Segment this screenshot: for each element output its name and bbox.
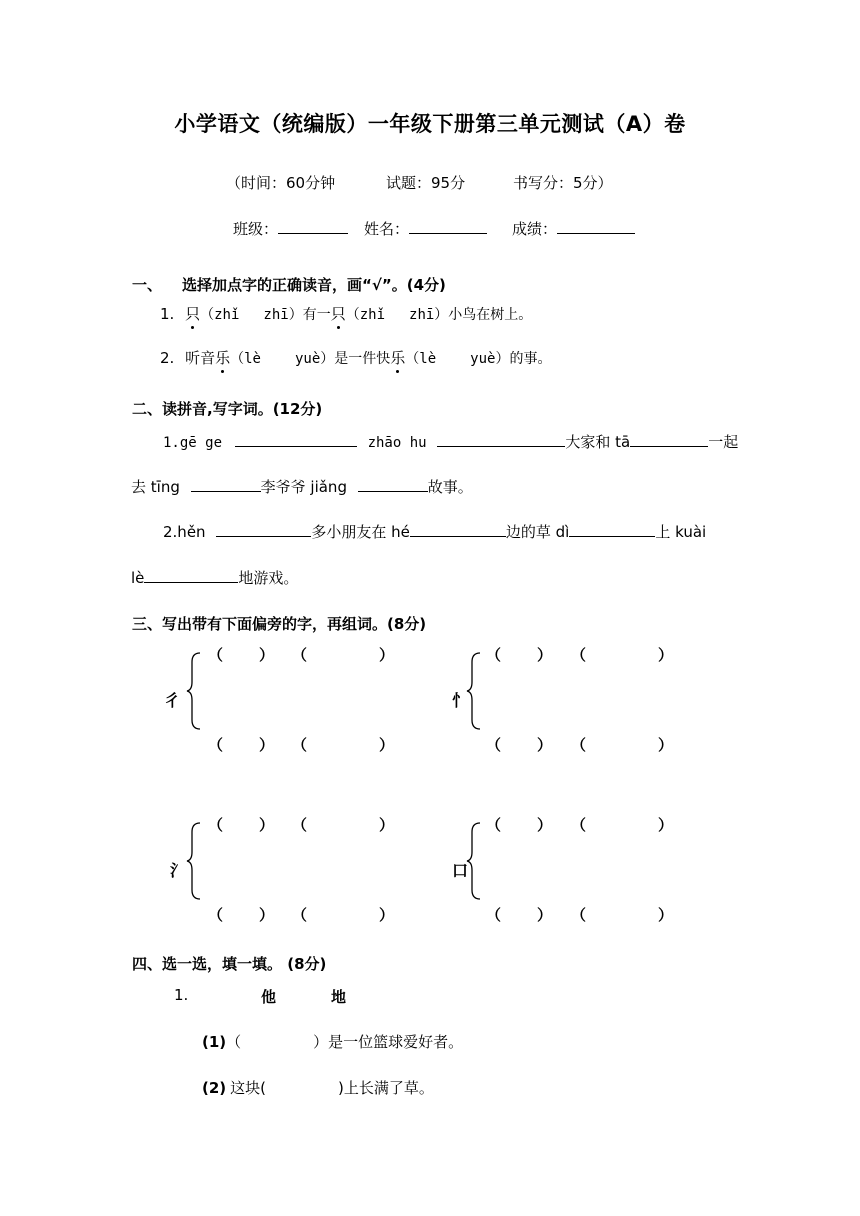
section-3-heading: 三、写出带有下面偏旁的字，再组词。(8分) — [132, 615, 427, 633]
s2-l2-text-c: 故事。 — [427, 478, 473, 496]
s2-l3-text-b: 多小朋友在 hé — [311, 523, 410, 541]
word-box-2a[interactable]: （ ） — [571, 646, 674, 664]
s2-l3-blank-1[interactable] — [216, 522, 311, 537]
s2-l2-text-b: 李爷爷 jiǎng — [260, 478, 347, 496]
section-1-heading: 选择加点字的正确读音，画“√”。(4分) — [182, 276, 446, 294]
s2-line-2 — [131, 476, 473, 497]
class-label: 班级： — [233, 220, 279, 238]
questions-score-info: 试题：95分 — [386, 174, 466, 192]
s2-line-1 — [163, 431, 738, 452]
s1-q1-dotted-char-2: 只 — [330, 305, 346, 323]
radical-4: 口 — [452, 861, 469, 880]
word-box-3b[interactable]: （ ） — [292, 906, 395, 924]
s4-s1-number: (1) — [202, 1033, 227, 1051]
brace-icon — [186, 652, 202, 730]
word-box-1a[interactable]: （ ） — [292, 646, 395, 664]
answer-box-3a[interactable]: （ ） — [208, 816, 275, 834]
s2-l1-pinyin-a: 1.gē ge — [163, 435, 223, 451]
s2-l2-text-a: 去 tīng — [131, 478, 180, 496]
score-field — [512, 218, 635, 239]
name-blank[interactable] — [409, 219, 487, 234]
name-label: 姓名： — [364, 220, 410, 238]
answer-box-4a[interactable]: （ ） — [486, 816, 553, 834]
class-blank[interactable] — [278, 219, 348, 234]
brace-icon — [186, 822, 202, 900]
s2-l2-blank-1[interactable] — [191, 477, 261, 492]
section-1-number: 一、 — [132, 276, 163, 294]
class-field — [233, 218, 348, 239]
s4-s1-rest: ）是一位篮球爱好者。 — [313, 1033, 464, 1051]
s1-q1-option-2b[interactable]: zhī）小鸟在树上。 — [409, 307, 533, 323]
s4-s2-pre: 这块( — [230, 1079, 267, 1097]
s4-s2-rest: )上长满了草。 — [338, 1079, 434, 1097]
word-box-1b[interactable]: （ ） — [292, 736, 395, 754]
s2-l3-blank-3[interactable] — [569, 522, 655, 537]
section-4-heading: 四、选一选，填一填。 (8分) — [132, 955, 327, 973]
s1-q1-number: 1. — [160, 305, 175, 323]
s2-l3-text-c: 边的草 dì — [505, 523, 570, 541]
word-box-3a[interactable]: （ ） — [292, 816, 395, 834]
answer-box-1b[interactable]: （ ） — [208, 736, 275, 754]
s1-q1-option-2a[interactable]: （zhǐ — [345, 307, 386, 323]
s2-l1-text-d: 一起 — [708, 433, 739, 451]
s4-q1-sentence-2 — [202, 1077, 434, 1098]
s4-q1-option-2: 地 — [331, 988, 347, 1006]
s2-l1-blank-3[interactable] — [630, 432, 708, 447]
s1-q2-option-2b[interactable]: yuè）的事。 — [470, 351, 552, 367]
s1-q2-prefix: 听音 — [185, 349, 216, 367]
s2-l1-text-c: 大家和 tā — [565, 433, 631, 451]
writing-score-info: 书写分：5分） — [513, 174, 613, 192]
s4-s2-number: (2) — [202, 1079, 227, 1097]
s1-q2 — [160, 347, 551, 368]
word-box-2b[interactable]: （ ） — [571, 736, 674, 754]
s1-q2-option-1a[interactable]: （lè — [230, 351, 261, 367]
s1-q1 — [160, 303, 532, 324]
s1-q1-option-1b[interactable]: zhī）有一 — [263, 307, 331, 323]
word-box-4b[interactable]: （ ） — [571, 906, 674, 924]
s4-s1-open: （ — [226, 1033, 242, 1051]
radical-2: 忄 — [452, 691, 469, 710]
s1-q2-option-1b[interactable]: yuè）是一件快 — [294, 351, 391, 367]
s4-q1-sentence-1 — [202, 1031, 463, 1052]
s2-l4-text-b: 地游戏。 — [238, 569, 299, 587]
time-info: （时间：60分钟 — [226, 174, 336, 192]
answer-box-2a[interactable]: （ ） — [486, 646, 553, 664]
word-box-4a[interactable]: （ ） — [571, 816, 674, 834]
s2-l4-text-a: lè — [131, 569, 145, 587]
answer-box-1a[interactable]: （ ） — [208, 646, 275, 664]
answer-box-4b[interactable]: （ ） — [486, 906, 553, 924]
score-label: 成绩： — [512, 220, 558, 238]
brace-icon — [466, 652, 482, 730]
s2-l3-blank-2[interactable] — [410, 522, 506, 537]
s2-l4-blank-1[interactable] — [144, 568, 238, 583]
s2-l3-text-a: 2.hěn — [163, 523, 206, 541]
s1-q2-number: 2. — [160, 349, 175, 367]
s4-q1-option-1: 他 — [261, 988, 277, 1006]
page-title: 小学语文（统编版）一年级下册第三单元测试（A）卷 — [174, 112, 686, 136]
s2-l1-blank-2[interactable] — [437, 432, 565, 447]
s2-l1-pinyin-b: zhāo hu — [367, 435, 427, 451]
s1-q2-dotted-char-2: 乐 — [390, 349, 406, 367]
answer-box-2b[interactable]: （ ） — [486, 736, 553, 754]
answer-box-3b[interactable]: （ ） — [208, 906, 275, 924]
s1-q1-option-1a[interactable]: （zhǐ — [200, 307, 240, 323]
s1-q2-dotted-char-1: 乐 — [215, 349, 231, 367]
brace-icon — [466, 822, 482, 900]
s2-line-3 — [163, 521, 706, 542]
radical-1: 彳 — [164, 691, 181, 710]
s2-line-4 — [131, 567, 298, 588]
s1-q2-option-2a[interactable]: （lè — [405, 351, 437, 367]
s2-l1-blank-1[interactable] — [235, 432, 357, 447]
section-2-heading: 二、读拼音,写字词。(12分) — [132, 400, 323, 418]
s4-q1-number: 1. — [174, 986, 189, 1004]
s1-q1-dotted-char-1: 只 — [185, 305, 201, 323]
s2-l3-text-d: 上 kuài — [655, 523, 707, 541]
name-field — [364, 218, 487, 239]
score-blank[interactable] — [557, 219, 635, 234]
s2-l2-blank-2[interactable] — [358, 477, 428, 492]
radical-3: 氵 — [170, 861, 187, 880]
